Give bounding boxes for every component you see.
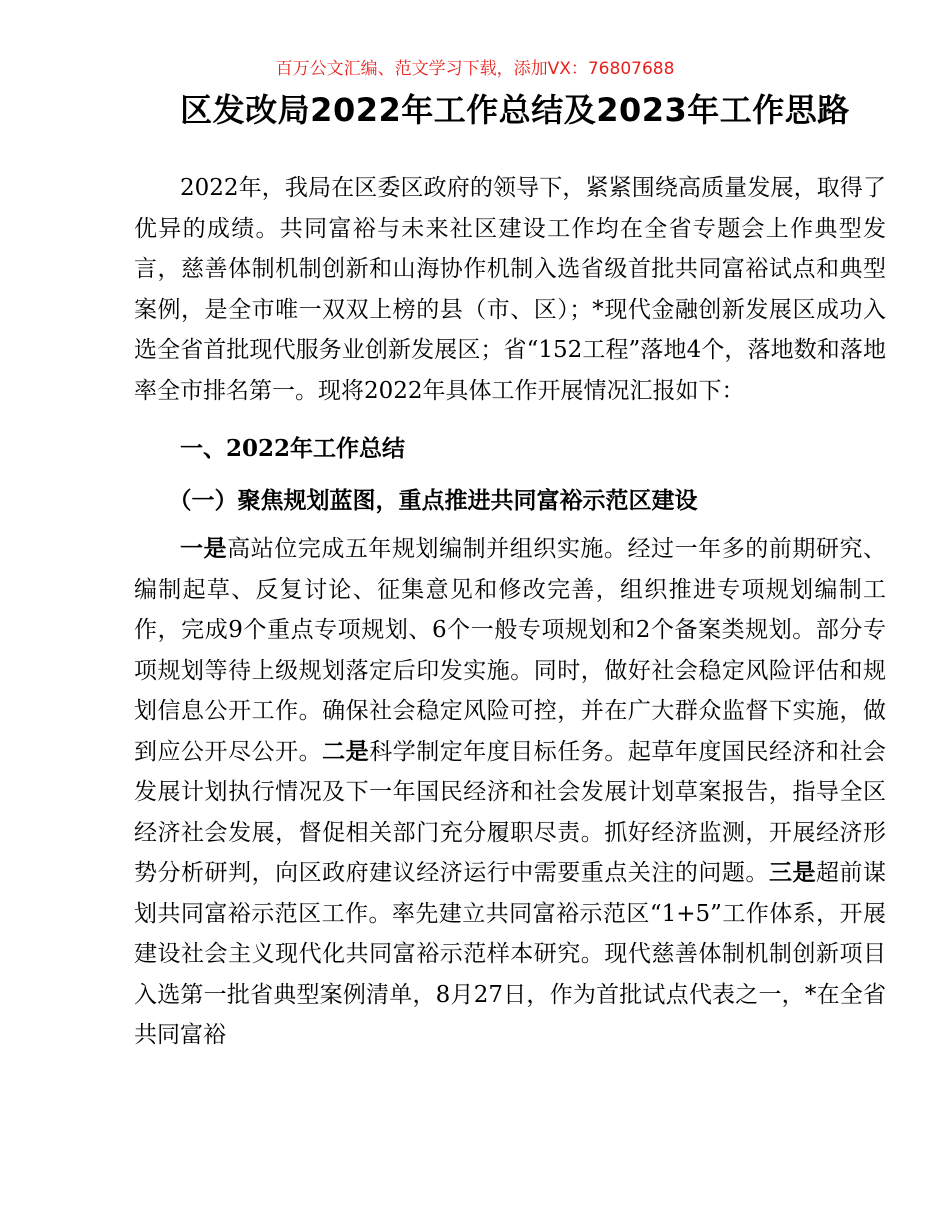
lead-phrase-2: 二是 bbox=[322, 738, 370, 765]
body-text-1: 高站位完成五年规划编制并组织实施。经过一年多的前期研究、编制起草、反复讨论、征集意见和修改完善，组织推进专项规划编制工作，完成9个重点专项规划、6个一般专项规划和2个备案类规划。部分专项规划等待上级规划落定后印发实施。同时，做好社会稳定风险评估和规划信息公开工作。确保社会稳定风险可控，并在广大群众监督下实施，做到应公开尽公开。 bbox=[134, 536, 887, 765]
watermark-banner: 百万公文汇编、范文学习下载，添加VX：76807688 bbox=[275, 59, 675, 79]
section-heading: 一、2022年工作总结 bbox=[180, 435, 406, 462]
body-text-3: 超前谋划共同富裕示范区工作。率先建立共同富裕示范区“1+5”工作体系，开展建设社会主义现代化共同富裕示范样本研究。现代慈善体制机制创新项目入选第一批省典型案例清单，8月27日，作为首批试点代表之一，*在全省共同富裕 bbox=[134, 860, 887, 1048]
body-text-2: 科学制定年度目标任务。起草年度国民经济和社会发展计划执行情况及下一年国民经济和社会发展计划草案报告，指导全区经济社会发展，督促相关部门充分履职尽责。抓好经济监测，开展经济形势分析研判，向区政府建议经济运行中需要重点关注的问题。 bbox=[134, 738, 887, 886]
lead-phrase-1: 一是 bbox=[180, 536, 228, 562]
lead-phrase-3: 三是 bbox=[768, 860, 816, 886]
document-body bbox=[134, 168, 886, 1056]
subsection-heading bbox=[134, 477, 886, 525]
subsection-heading-text: （一）聚焦规划蓝图，重点推进共同富裕示范区建设 bbox=[168, 487, 698, 514]
body-paragraph bbox=[134, 529, 886, 1056]
intro-paragraph: 2022年，我局在区委区政府的领导下，紧紧围绕高质量发展，取得了优异的成绩。共同富裕与未来社区建设工作均在全省专题会上作典型发言，慈善体制机制创新和山海协作机制入选省级首批共同富裕试点和典型案例，是全市唯一双双上榜的县（市、区）；*现代金融创新发展区成功入选全省首批现代服务业创新发展区；省“152工程”落地4个，落地数和落地率全市排名第一。现将2022年具体工作开展情况汇报如下： bbox=[134, 175, 886, 404]
document-title: 区发改局2022年工作总结及2023年工作思路 bbox=[180, 91, 850, 129]
